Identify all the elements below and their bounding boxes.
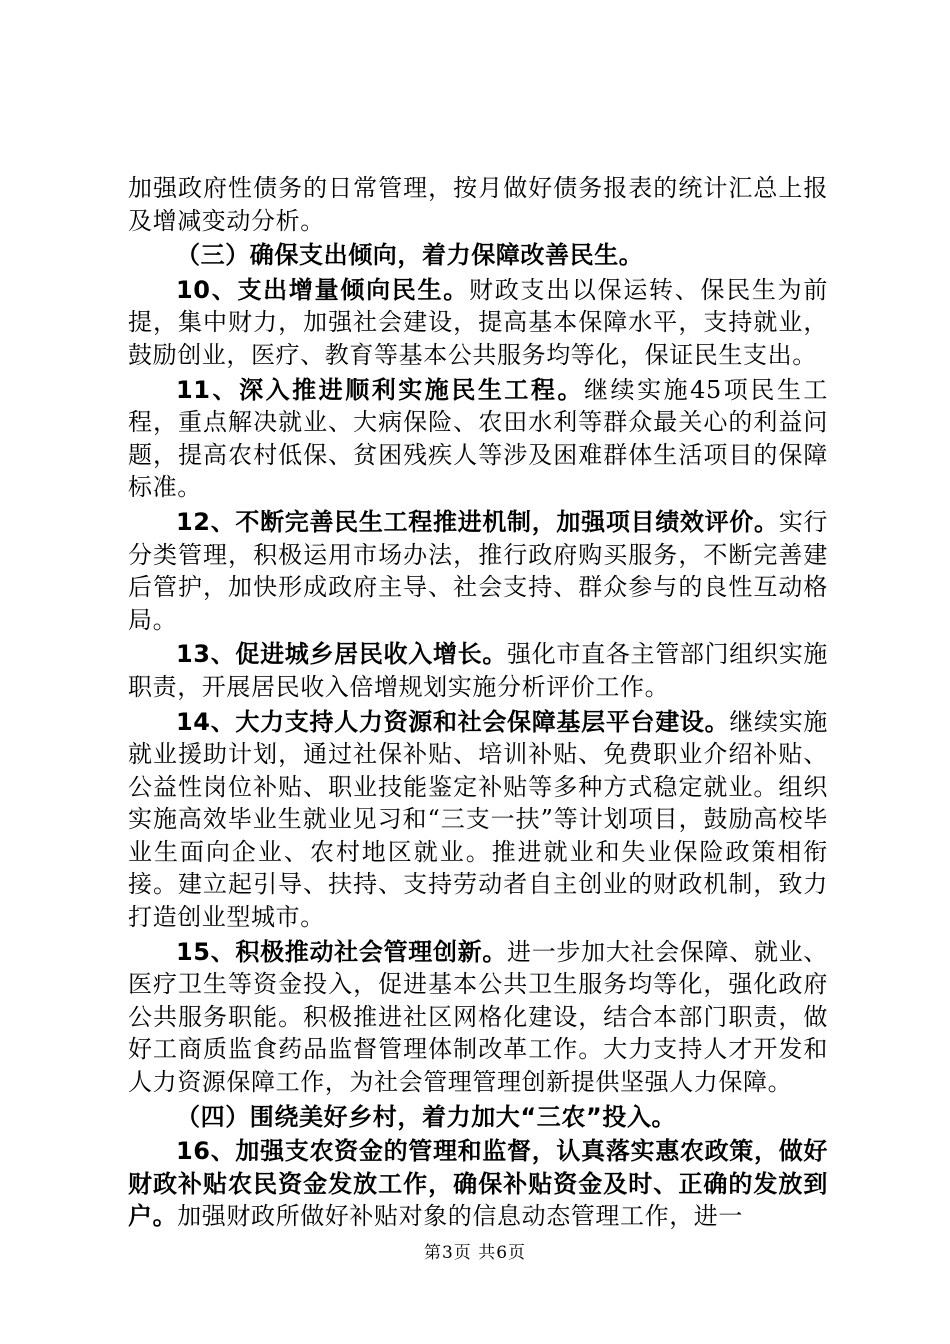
- paragraph-lead: 14、大力支持人力资源和社会保障基层平台建设。: [176, 707, 730, 736]
- paragraph-text: 进一步加大社会保障、就业、医疗卫生等资金投入，促进基本公共卫生服务均等化，强化政府公共服务职能。积极推进社区网格化建设，结合本部门职责，做好工商质监食药品监督管理体制改革工作。大力支持人才开发和人力资源保障工作，为社会管理管理创新提供坚强人力保障。: [128, 937, 828, 1097]
- paragraph-lead: 10、支出增量倾向民生。: [176, 275, 469, 304]
- paragraph-text: 加强财政所做好补贴对象的信息动态管理工作，进一: [177, 1202, 744, 1231]
- paragraph-lead: 13、促进城乡居民收入增长。: [176, 640, 508, 669]
- paragraph-lead: 15、积极推动社会管理创新。: [176, 937, 508, 966]
- section-heading-4: [128, 1101, 828, 1134]
- paragraph-text: 财政支出以保运转、保民生为前提，集中财力，加强社会建设，提高基本保障水平，支持就业，鼓励创业，医疗、教育等基本公共服务均等化，保证民生支出。: [128, 275, 828, 369]
- paragraph-item-13: [128, 638, 828, 703]
- paragraph-text: 实行分类管理，积极运用市场办法，推行政府购买服务，不断完善建后管护，加快形成政府主导、社会支持、群众参与的良性互动格局。: [128, 507, 828, 634]
- paragraph-lead: 12、不断完善民生工程推进机制，加强项目绩效评价。: [176, 507, 779, 536]
- paragraph-item-11: [128, 374, 828, 504]
- section-heading-text: （四）围绕美好乡村，着力加大“三农”投入。: [176, 1102, 677, 1131]
- paragraph-text: 继续实施45项民生工程，重点解决就业、大病保险、农田水利等群众最关心的利益问题，提高农村低保、贫困残疾人等涉及困难群体生活项目的保障标准。: [128, 375, 829, 502]
- paragraph-item-10: [128, 274, 828, 372]
- paragraph-lead: 11、深入推进顺利实施民生工程。: [176, 375, 584, 404]
- paragraph-item-12: [128, 506, 828, 636]
- paragraph-text: 继续实施就业援助计划，通过社保补贴、培训补贴、免费职业介绍补贴、公益性岗位补贴、职业技能鉴定补贴等多种方式稳定就业。组织实施高效毕业生就业见习和“三支一扶”等计划项目，鼓励高校毕业生面向企业、农村地区就业。推进就业和失业保险政策相衔接。建立起引导、扶持、支持劳动者自主创业的财政机制，致力打造创业型城市。: [128, 707, 828, 932]
- paragraph-text: 加强政府性债务的日常管理，按月做好债务报表的统计汇总上报及增减变动分析。: [128, 174, 828, 235]
- paragraph-item-16: [128, 1135, 828, 1233]
- paragraph-debt-management: [128, 172, 828, 237]
- document-body: [128, 172, 828, 1235]
- section-heading-text: （三）确保支出倾向，着力保障改善民生。: [176, 241, 644, 270]
- paragraph-text: 强化市直各主管部门组织实施职责，开展居民收入倍增规划实施分析评价工作。: [128, 640, 828, 701]
- section-heading-3: [128, 239, 828, 272]
- paragraph-item-14: [128, 706, 828, 934]
- paragraph-item-15: [128, 936, 828, 1099]
- page-number-footer: 第3页 共6页: [423, 1243, 527, 1263]
- paragraph-lead: 16、加强支农资金的管理和监督，认真落实惠农政策，做好财政补贴农民资金发放工作，确保补贴资金及时、正确的发放到户。: [128, 1137, 828, 1231]
